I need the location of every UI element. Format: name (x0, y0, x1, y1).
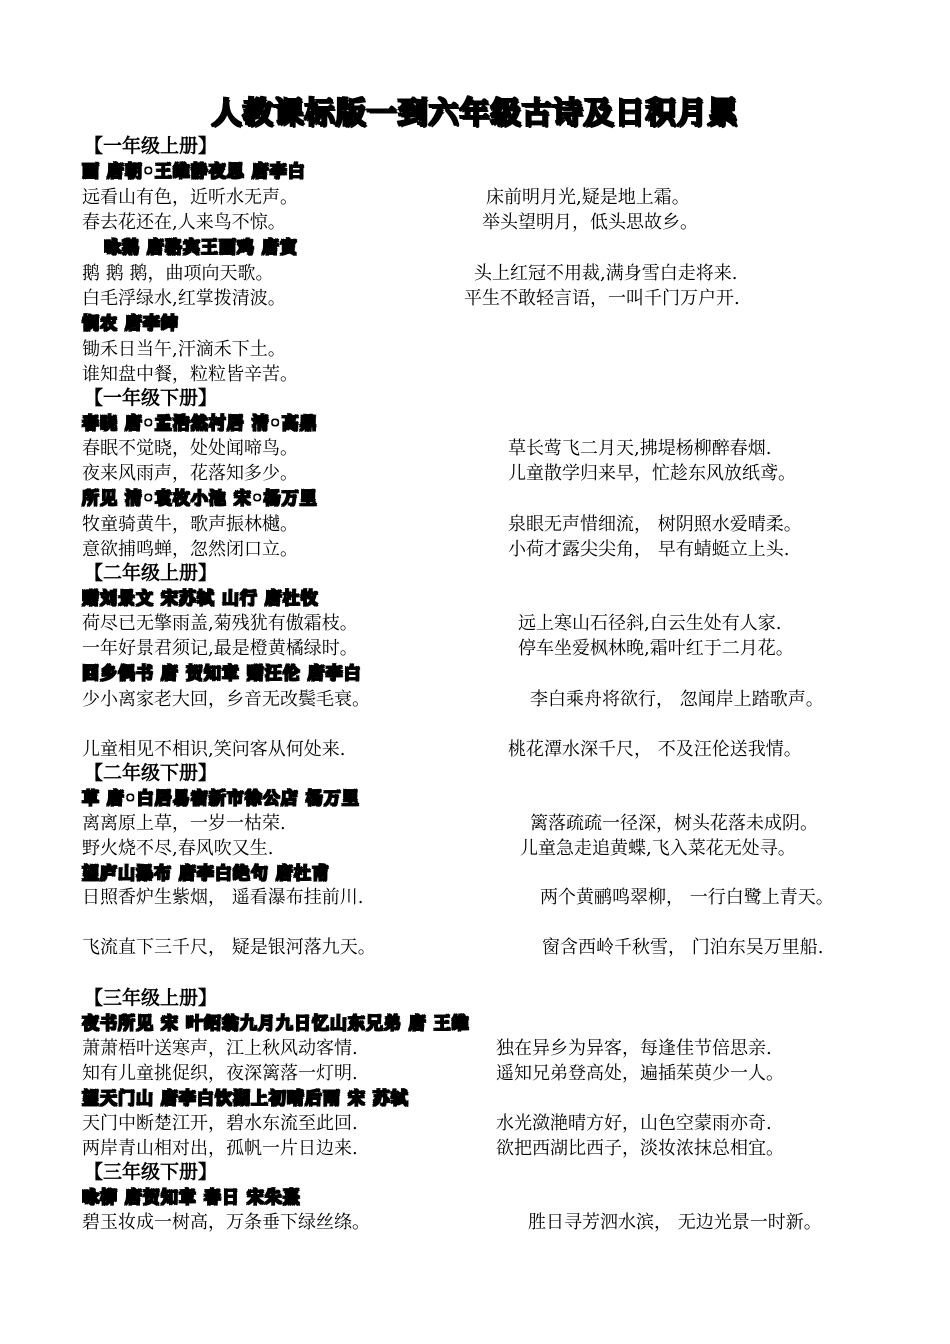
poem-heading: 所见 清•袁枚小池 宋•杨万里 (82, 489, 318, 509)
poem-line-right: 两个黄鹂鸣翠柳， 一行白鹭上青天。 (540, 887, 834, 908)
poem-heading: 春晓 唐•孟浩然村居 清•高鼎 (82, 414, 318, 434)
poem-line-right: 停车坐爱枫林晚,霜叶红于二月花。 (518, 638, 794, 659)
poem-line (82, 1062, 784, 1086)
grade-heading: 【二年级下册】 (84, 762, 218, 784)
poem-line-left: 谁知盘中餐，粒粒皆辛苦。 (82, 364, 298, 385)
poem-line-left: 离离原上草，一岁一枯荣. (82, 813, 286, 834)
poem-line-left: 野火烧不尽,春风吹又生. (82, 838, 274, 859)
poem-line-left: 两岸青山相对出，孤帆一片日边来. (82, 1138, 358, 1159)
poem-line-left: 知有儿童挑促织，夜深篱落一灯明. (82, 1063, 358, 1084)
poem-heading: 夜书所见 宋 叶绍翁九月九日忆山东兄弟 唐 王维 (82, 1014, 470, 1034)
poem-line (82, 538, 790, 562)
poem-line-left: 夜来风雨声，花落知多少。 (82, 463, 298, 484)
poem-line-right: 儿童急走追黄蝶,飞入菜花无处寻。 (520, 838, 796, 859)
poem-heading: 回乡偶书 唐 贺知章 赠汪伦 唐李白 (82, 664, 362, 684)
poem-line-left: 白毛浮绿水,红掌拨清波。 (82, 288, 286, 309)
poem-line (82, 1037, 772, 1061)
poem-heading: 赠刘景文 宋苏轼 山行 唐杜牧 (82, 589, 319, 609)
poem-line-left: 春去花还在,人来鸟不惊。 (82, 212, 286, 233)
poem-line (82, 262, 738, 286)
poem-line (82, 837, 796, 861)
poem-line-right: 远上寒山石径斜,白云生处有人家. (518, 613, 782, 634)
poem-line-right: 小荷才露尖尖角， 早有蜻蜓立上头. (508, 539, 790, 560)
poem-line-left: 儿童相见不相识,笑问客从何处来. (82, 739, 346, 760)
poem-line-right: 泉眼无声惜细流， 树阴照水爱晴柔。 (508, 514, 802, 535)
poem-line-left: 荷尽已无擎雨盖,菊残犹有傲霜枝。 (82, 613, 358, 634)
poem-line (82, 812, 818, 836)
grade-heading: 【三年级上册】 (84, 987, 218, 1009)
poem-line-right: 遥知兄弟登高处，遍插茱萸少一人。 (496, 1063, 784, 1084)
poem-line (82, 186, 690, 210)
poem-heading: 画 唐朝•王维静夜思 唐李白 (82, 162, 306, 182)
poem-line-left: 日照香炉生紫烟， 遥看瀑布挂前川. (82, 887, 364, 908)
poem-line-left: 鹅 鹅 鹅，曲项向天歌。 (82, 263, 274, 284)
poem-line-right: 头上红冠不用裁,满身雪白走将来. (474, 263, 738, 284)
poem-line-right: 窗含西岭千秋雪， 门泊东吴万里船. (542, 937, 824, 958)
poem-heading: 草 唐•白居易宿新市徐公店 杨万里 (82, 789, 360, 809)
poem-line-left: 少小离家老大回，乡音无改鬓毛衰。 (82, 689, 370, 710)
poem-line (82, 513, 802, 537)
poem-line (82, 688, 824, 712)
poem-line-left: 萧萧梧叶送寒声，江上秋风动客情. (82, 1038, 358, 1059)
poem-line-left: 天门中断楚江开，碧水东流至此回. (82, 1113, 358, 1134)
poem-line (82, 637, 794, 661)
poem-line (82, 338, 286, 362)
poem-heading: 咏鹅 唐骆宾王画鸡 唐寅 (104, 238, 298, 258)
grade-heading: 【一年级下册】 (84, 387, 218, 409)
poem-heading: 望庐山瀑布 唐李白绝句 唐杜甫 (82, 864, 330, 884)
poem-line-right: 篱落疏疏一径深，树头花落未成阴。 (530, 813, 818, 834)
poem-line (82, 1211, 822, 1235)
poem-line-right: 桃花潭水深千尺， 不及汪伦送我情。 (508, 739, 802, 760)
poem-line-left: 一年好景君须记,最是橙黄橘绿时。 (82, 638, 358, 659)
poem-line (82, 287, 740, 311)
poem-line-right: 儿童散学归来早，忙趁东风放纸鸢。 (508, 463, 796, 484)
poem-line (82, 211, 698, 235)
poem-line (82, 1112, 772, 1136)
poem-line-right: 床前明月光,疑是地上霜。 (486, 187, 690, 208)
grade-heading: 【二年级上册】 (84, 562, 218, 584)
page-title: 人教课标版一到六年级古诗及日积月累 (211, 96, 739, 131)
poem-heading: 咏柳 唐贺知章 春日 宋朱熹 (82, 1188, 301, 1208)
poem-line (82, 462, 796, 486)
poem-line (82, 936, 872, 960)
poem-heading: 悯农 唐李绅 (82, 314, 179, 334)
poem-line-left: 飞流直下三千尺， 疑是银河落九天。 (82, 937, 376, 958)
poem-line-left: 锄禾日当午,汗滴禾下土。 (82, 339, 286, 360)
poem-line-left: 牧童骑黄牛，歌声振林樾。 (82, 514, 298, 535)
poem-line-right: 李白乘舟将欲行， 忽闻岸上踏歌声。 (530, 689, 824, 710)
poem-line-right: 草长莺飞二月天,拂堤杨柳醉春烟. (508, 438, 772, 459)
poem-line-right: 平生不敢轻言语，一叫千门万户开. (464, 288, 740, 309)
poem-heading: 望天门山 唐李白饮湖上初晴后雨 宋 苏轼 (82, 1089, 409, 1109)
poem-line-left: 意欲捕鸣蝉，忽然闭口立。 (82, 539, 298, 560)
poem-line-right: 水光潋滟晴方好，山色空蒙雨亦奇. (496, 1113, 772, 1134)
poem-line (82, 886, 872, 910)
poem-line-right: 胜日寻芳泗水滨， 无边光景一时新。 (528, 1212, 822, 1233)
poem-line (82, 612, 782, 636)
poem-line (82, 738, 802, 762)
poem-line-left: 春眠不觉晓，处处闻啼鸟。 (82, 438, 298, 459)
grade-heading: 【三年级下册】 (84, 1161, 218, 1183)
poem-line (82, 1137, 784, 1161)
poem-line (82, 363, 298, 387)
poem-line-right: 独在异乡为异客，每逢佳节倍思亲. (496, 1038, 772, 1059)
poem-line-right: 欲把西湖比西子，淡妆浓抹总相宜。 (496, 1138, 784, 1159)
poem-line-left: 远看山有色，近听水无声。 (82, 187, 298, 208)
poem-line (82, 437, 772, 461)
grade-heading: 【一年级上册】 (84, 135, 218, 157)
poem-line-left: 碧玉妆成一树高，万条垂下绿丝绦。 (82, 1212, 370, 1233)
poem-line-right: 举头望明月，低头思故乡。 (482, 212, 698, 233)
